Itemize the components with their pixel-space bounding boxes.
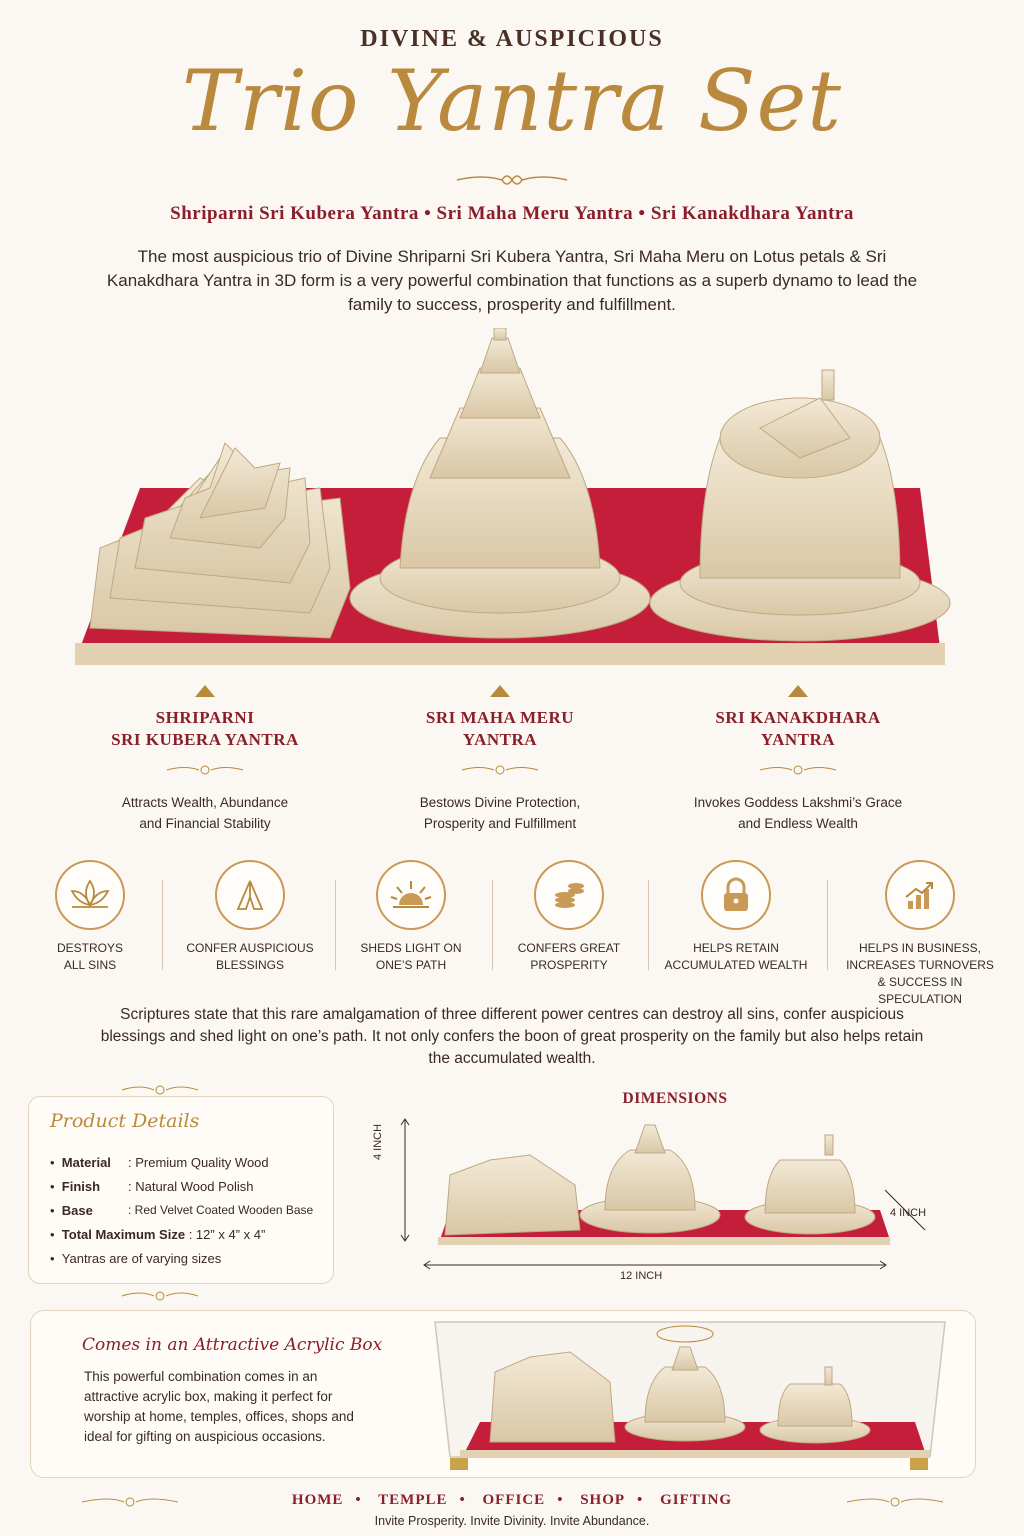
dimension-width-label: 12 INCH — [620, 1270, 663, 1282]
detail-row-note: • Yantras are of varying sizes — [50, 1251, 222, 1266]
detail-row-base: • Base : Red Velvet Coated Wooden Base — [50, 1203, 314, 1218]
dimensions-title: DIMENSIONS — [622, 1090, 728, 1107]
pointer-icon — [788, 685, 808, 697]
scripture-paragraph: Scriptures state that this rare amalgamation of three different power centres can destroy all sins, confer auspicious blessings and shed light on one’s path. It not only confers the boon of great prosperity on the family but also helps retain the accumulated wealth. — [100, 1006, 924, 1067]
footer-nav-gifting[interactable]: GIFTING — [660, 1492, 733, 1508]
footer-nav: HOME • TEMPLE • OFFICE • SHOP • GIFTING — [291, 1492, 733, 1508]
footer-nav-temple[interactable]: TEMPLE — [378, 1492, 448, 1508]
flourish-divider — [165, 763, 245, 777]
flourish-divider — [460, 763, 540, 777]
rising-sun-icon — [376, 860, 446, 930]
benefit-destroys-sins: DESTROYS ALL SINS — [15, 860, 165, 974]
footer-nav-office[interactable]: OFFICE — [482, 1492, 546, 1508]
yantra-name: SRI KANAKDHARA YANTRA — [715, 708, 881, 749]
flourish-divider — [758, 763, 838, 777]
acrylic-box-title: Comes in an Attractive Acrylic Box — [82, 1335, 383, 1355]
yantra-names-heading: Shriparni Sri Kubera Yantra • Sri Maha Meru Yantra • Sri Kanakdhara Yantra — [170, 203, 854, 224]
divider — [827, 880, 828, 970]
detail-row-material: • Material : Premium Quality Wood — [50, 1155, 269, 1170]
maha-meru-yantra — [350, 328, 650, 638]
benefit-auspicious-blessings: CONFER AUSPICIOUS BLESSINGS — [175, 860, 325, 974]
detail-row-size: • Total Maximum Size : 12” x 4” x 4” — [50, 1227, 266, 1242]
pointer-icon — [490, 685, 510, 697]
dimension-height-label: 4 INCH — [372, 1123, 384, 1160]
yantra-name: SRI MAHA MERU YANTRA — [425, 708, 575, 749]
benefit-retain-wealth: HELPS RETAIN ACCUMULATED WEALTH — [661, 860, 811, 974]
page-title: Trio Yantra Set — [181, 52, 843, 150]
footer-tagline: Invite Prosperity. Invite Divinity. Invite Abundance. — [374, 1514, 650, 1528]
acrylic-box-illustration — [420, 1312, 960, 1474]
dimensions-diagram — [380, 1115, 950, 1290]
yantra-column-kanakdhara — [648, 685, 948, 834]
yantra-name: SHRIPARNI SRI KUBERA YANTRA — [111, 708, 299, 749]
benefit-great-prosperity: CONFERS GREAT PROSPERITY — [494, 860, 644, 974]
yantra-description: Invokes Goddess Lakshmi’s Grace and Endless Wealth — [693, 795, 903, 831]
yantra-column-maha-meru — [350, 685, 650, 834]
benefit-sheds-light: SHEDS LIGHT ON ONE’S PATH — [336, 860, 486, 974]
flourish-divider — [120, 1288, 200, 1304]
footer-nav-shop[interactable]: SHOP — [580, 1492, 626, 1508]
yantra-description: Bestows Divine Protection, Prosperity and Fulfillment — [419, 795, 581, 831]
footer-nav-home[interactable]: HOME — [291, 1492, 344, 1508]
product-details-title: Product Details — [50, 1110, 200, 1132]
benefit-business-growth: HELPS IN BUSINESS, INCREASES TURNOVERS & SUCCESS IN SPECULATION — [845, 860, 995, 1008]
divider — [162, 880, 163, 970]
kubera-yantra — [90, 443, 350, 638]
divider — [492, 880, 493, 970]
page-subtitle: DIVINE & AUSPICIOUS — [360, 26, 664, 52]
praying-hands-icon — [215, 860, 285, 930]
acrylic-box-description: This powerful combination comes in an attractive acrylic box, making it perfect for worship at home, temples, offices, shops and ideal for gifting on auspicious occasions. — [84, 1369, 354, 1444]
intro-paragraph: The most auspicious trio of Divine Shriparni Sri Kubera Yantra, Sri Maha Meru on Lotus petals & Sri Kanakdhara Yantra in 3D form is a very powerful combination that functions as a superb dynamo to lead the family to success, prosperity and fulfillment. — [106, 247, 918, 314]
detail-row-finish: • Finish : Natural Wood Polish — [50, 1179, 254, 1194]
lotus-icon — [55, 860, 125, 930]
pointer-icon — [195, 685, 215, 697]
lock-icon — [701, 860, 771, 930]
flourish-divider — [452, 170, 572, 190]
yantra-description: Attracts Wealth, Abundance and Financial Stability — [121, 795, 289, 831]
dimension-depth-label: 4 INCH — [890, 1207, 927, 1219]
growth-chart-icon — [885, 860, 955, 930]
trio-yantra-illustration — [60, 328, 964, 688]
yantra-column-kubera — [55, 685, 355, 834]
coins-icon — [534, 860, 604, 930]
divider — [648, 880, 649, 970]
